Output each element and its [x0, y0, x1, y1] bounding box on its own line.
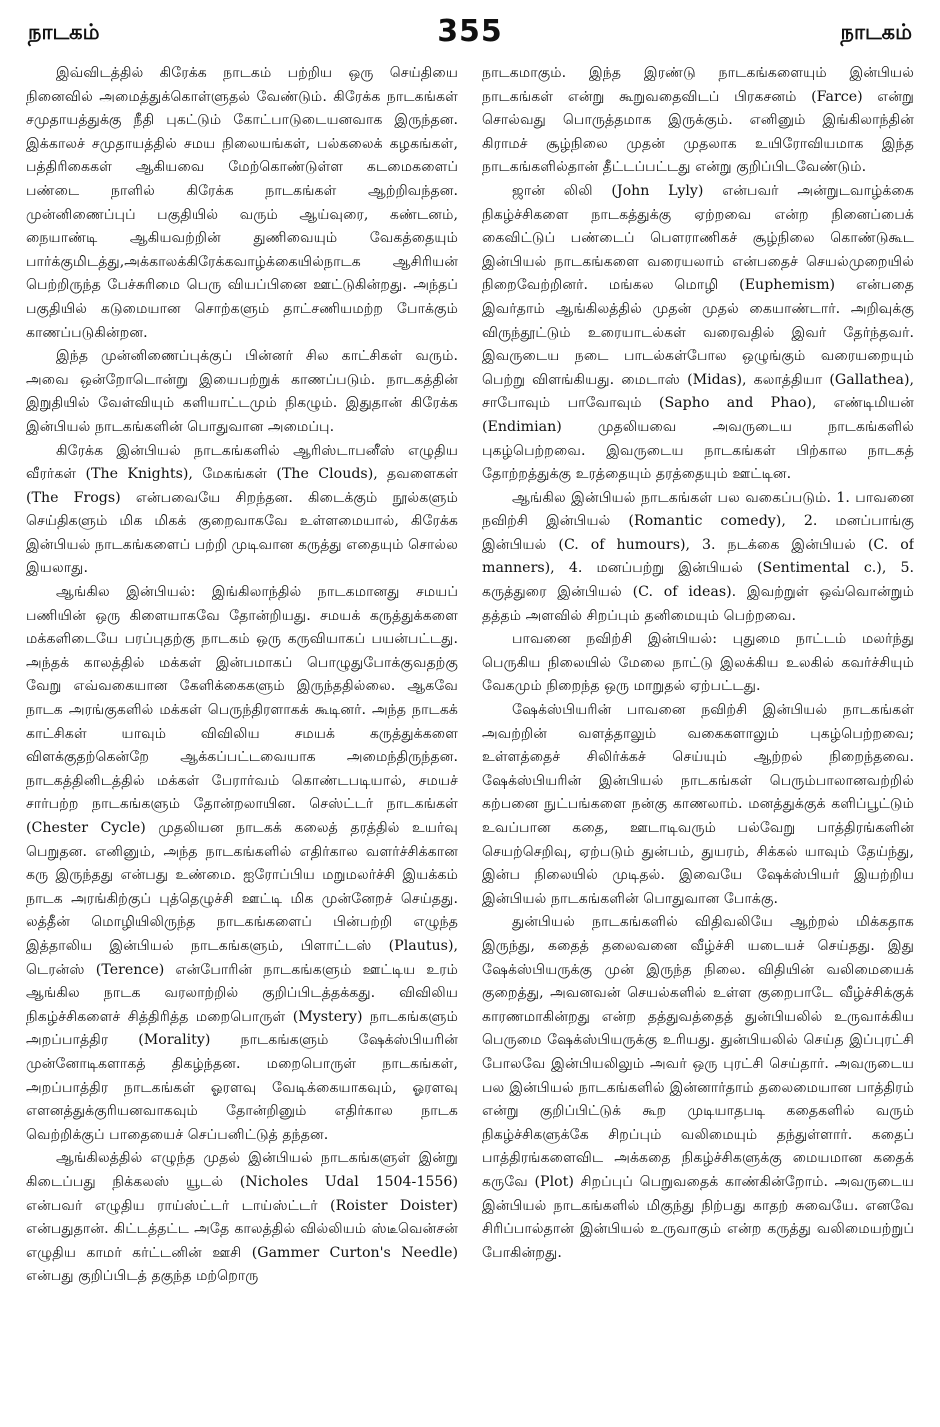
paragraph: ஜான் லிலி (John Lyly) என்பவர் அன்றுடவாழ்க்கை நிகழ்ச்சிகளை நாடகத்துக்கு ஏற்றவை என்ற நினைப்பைக் கைவிட்டுப் பண்டைப் பௌராணிகச் சூழ்நிலை கொண்டுகூட இன்பியல் நாடகங்களை வரையலாம் என்பதைச் செயல்முறையில் நிறைவேற்றினர். மங்கல மொழி (Euphemism) என்பதை இவர்தாம் ஆங்கிலத்தில் முதன் முதல் கையாண்டார். அறிவுக்கு விருந்தூட்டும் உரையாடல்கள் வரைவதில் இவர் தேர்ந்தவர். இவருடைய நடை பாடல்கள்போல ஒழுங்கும் வரையறையும் பெற்று விளங்கியது. மைடாஸ் (Midas), கலாத்தியா (Gallathea), சாபோவும் பாவோவும் (Sapho and Phao), எண்டிமியன் (Endimian) முதலியவை அவருடைய நாடகங்களில் புகழ்பெற்றவை. இவருடைய நாடகங்கள் பிற்கால நாடகத் தோற்றத்துக்கு உரத்தையும் தரத்தையும் ஊட்டின. [482, 182, 914, 483]
left-column [26, 62, 458, 1362]
paragraph: ஷேக்ஸ்பியரின் பாவனை நவிற்சி இன்பியல் நாடகங்கள் அவற்றின் வளத்தாலும் வகைகளாலும் புகழ்பெற்றவை; உள்ளத்தைச் சிலிர்க்கச் செய்யும் ஆற்றல் நிறைந்தவை. ஷேக்ஸ்பியரின் இன்பியல் நாடகங்கள் பெரும்பாலானவற்றில் கற்பனை நுட்பங்களை நன்கு காணலாம். மனத்துக்குக் களிப்பூட்டும் உவப்பான கதை, ஊடாடிவரும் பல்வேறு பாத்திரங்களின் செயற்செறிவு, ஏற்படும் துன்பம், துயரம், சிக்கல் யாவும் தேய்ந்து, இன்ப நிலையில் முடிதல். இவையே ஷேக்ஸ்பியர் இயற்றிய இன்பியல் நாடகங்களின் பொதுவான போக்கு. [482, 702, 914, 907]
paragraph: கிரேக்க இன்பியல் நாடகங்களில் ஆரிஸ்டாபனீஸ் எழுதிய வீரர்கள் (The Knights), மேகங்கள் (The Clouds), தவளைகள் (The Frogs) என்பவையே சிறந்தன. கிடைக்கும் நூல்களும் செய்திகளும் மிக மிகக் குறைவாகவே உள்ளமையால், கிரேக்க இன்பியல் நாடகங்களைப் பற்றி முடிவான கருத்து எதையும் சொல்ல இயலாது. [26, 442, 458, 577]
paragraph-continued: நாடகமாகும். இந்த இரண்டு நாடகங்களையும் இன்பியல் நாடகங்கள் என்று கூறுவதைவிடப் பிரகசனம் (Farce) என்று சொல்வது பொருத்தமாக இருக்கும். எனினும் இங்கிலாந்தின் கிராமச் சூழ்நிலை முதன் முதலாக உயிரோவியமாக இந்த நாடகங்களில்தான் தீட்டப்பட்டது என்று குறிப்பிடவேண்டும். [482, 65, 914, 176]
paragraph: துன்பியல் நாடகங்களில் விதிவலியே ஆற்றல் மிக்கதாக இருந்து, கதைத் தலைவனை வீழ்ச்சி யடையச் செய்தது. இது ஷேக்ஸ்பியருக்கு முன் இருந்த நிலை. விதியின் வலிமையைக் குறைத்து, அவனவன் செயல்களில் உள்ள குறைபாடே வீழ்ச்சிக்குக் காரணமாகின்றது என்ற தத்துவத்தைத் துன்பியலில் உருவாக்கிய பெருமை ஷேக்ஸ்பியருக்கு உரியது. துன்பியலில் செய்த இப்புரட்சி போலவே இன்பியலிலும் அவர் ஒரு புரட்சி செய்தார். அவருடைய பல இன்பியல் நாடகங்களில் இன்னார்தாம் தலைமையான பாத்திரம் என்று குறிப்பிட்டுக் கூற முடியாதபடி கதைகளில் வரும் நிகழ்ச்சிகளுக்கே சிறப்பும் வலிமையும் தந்துள்ளார். கதைப் பாத்திரங்களைவிட அக்கதை நிகழ்ச்சிகளுக்கு மையமான கதைக் கருவே (Plot) சிறப்புப் பெறுவதைக் காண்கின்றோம். அவருடைய இன்பியல் நாடகங்களில் மிகுந்து நிற்பது காதற் சுவையே. எனவே சிரிப்பால்தான் இன்பியல் உருவாகும் என்ற கருத்து வலிமையற்றுப் போகின்றது. [482, 914, 914, 1261]
paragraph: இவ்விடத்தில் கிரேக்க நாடகம் பற்றிய ஒரு செய்தியை நினைவில் அமைத்துக்கொள்ளுதல் வேண்டும். கிரேக்க நாடகங்கள் சமுதாயத்துக்கு நீதி புகட்டும் கோட்பாடுடையனவாக இருந்தன. இக்காலச் சமுதாயத்தில் சமய நிலையங்கள், பல்கலைக் கழகங்கள், பத்திரிகைகள் ஆகியவை மேற்கொண்டுள்ள கடமைகளைப் பண்டை நாளில் கிரேக்க நாடகங்கள் ஆற்றிவந்தன. முன்னிணைப்புப் பகுதியில் வரும் ஆய்வுரை, கண்டனம், நையாண்டி ஆகியவற்றின் துணிவையும் வேகத்தையும் பார்க்குமிடத்து,அக்காலக்கிரேக்கவாழ்க்கையில்நாடக ஆசிரியன் பெற்றிருந்த பேச்சுரிமை பெரு வியப்பினை ஊட்டுகின்றது. அந்தப் பகுதியில் கடுமையான சொற்களும் தாட்சணியமற்ற போக்கும் காணப்படுகின்றன. [26, 65, 458, 341]
paragraph: ஆங்கில இன்பியல் நாடகங்கள் பல வகைப்படும். 1. பாவனை நவிற்சி இன்பியல் (Romantic comedy), 2. மனப்பாங்கு இன்பியல் (C. of humours), 3. நடக்கை இன்பியல் (C. of manners), 4. மனப்பற்று இன்பியல் (Sentimental c.), 5. கருத்துரை இன்பியல் (C. of ideas). இவற்றுள் ஒவ்வொன்றும் தத்தம் அளவில் சிறப்பும் தனிமையும் பெற்றவை. [482, 489, 914, 624]
running-head-left: நாடகம் [28, 20, 100, 44]
paragraph: பாவனை நவிற்சி இன்பியல்: புதுமை நாட்டம் மலர்ந்து பெருகிய நிலையில் மேலை நாட்டு இலக்கிய உலகில் கவர்ச்சியும் வேகமும் நிறைந்த ஒரு மாறுதல் ஏற்பட்டது. [482, 631, 914, 695]
paragraph: இந்த முன்னிணைப்புக்குப் பின்னர் சில காட்சிகள் வரும். அவை ஒன்றோடொன்று இயைபற்றுக் காணப்படும். நாடகத்தின் இறுதியில் வேள்வியும் களியாட்டமும் நிகழும். இதுதான் கிரேக்க இன்பியல் நாடகங்களின் பொதுவான அமைப்பு. [26, 348, 458, 435]
page-header [22, 14, 918, 52]
right-column [482, 62, 914, 1362]
paragraph: ஆங்கில இன்பியல்: இங்கிலாந்தில் நாடகமானது சமயப் பணியின் ஒரு கிளையாகவே தோன்றியது. சமயக் கருத்துக்களை மக்களிடையே பரப்புதற்கு நாடகம் ஒரு கருவியாகப் பயன்பட்டது. அந்தக் காலத்தில் மக்கள் இன்பமாகப் பொழுதுபோக்குவதற்கு வேறு எவ்வகையான கேளிக்கைகளும் இருந்ததில்லை. ஆகவே நாடக அரங்குகளில் மக்கள் பெருந்திரளாகக் கூடினர். அந்த நாடகக் காட்சிகள் யாவும் விவிலிய சமயக் கருத்துக்களை விளக்குதற்கென்றே ஆக்கப்பட்டவையாக அமைந்திருந்தன. நாடகத்தினிடத்தில் மக்கள் பேரார்வம் கொண்டபடியால், சமயச் சார்பற்ற நாடகங்களும் தோன்றலாயின. செஸ்ட்டர் நாடகங்கள் (Chester Cycle) முதலியன நாடகக் கலைத் தரத்தில் உயர்வு பெறுதன. எனினும், அந்த நாடகங்களில் எதிர்கால வளர்ச்சிக்கான கரு இருந்தது என்பது உண்மை. ஐரோப்பிய மறுமலர்ச்சி இயக்கம் நாடக அரங்கிற்குப் புத்தெழுச்சி ஊட்டி மிக முன்னேறச் செய்தது. லத்தீன் மொழியிலிருந்த நாடகங்களைப் பின்பற்றி எழுந்த இத்தாலிய இன்பியல் நாடகங்களும், பிளாட்டஸ் (Plautus), டெரன்ஸ் (Terence) என்போரின் நாடகங்களும் ஊட்டிய உரம் ஆங்கில நாடக வரலாற்றில் குறிப்பிடத்தக்கது. விவிலிய நிகழ்ச்சிகளைச் சித்திரித்த மறைபொருள் (Mystery) நாடகங்களும் அறப்பாத்திர (Morality) நாடகங்களும் ஷேக்ஸ்பியரின் முன்னோடிகளாகத் திகழ்ந்தன. மறைபொருள் நாடகங்கள், அறப்பாத்திர நாடகங்கள் ஓரளவு வேடிக்கையாகவும், ஓரளவு எளனத்துக்குரியனவாகவும் தோன்றினும் எதிர்கால நாடக வெற்றிக்குப் பாதையைச் செப்பனிட்டுத் தந்தன. [26, 584, 458, 1143]
page-number: 355 [437, 14, 503, 49]
paragraph: ஆங்கிலத்தில் எழுந்த முதல் இன்பியல் நாடகங்களுள் இன்று கிடைப்பது நிக்கலஸ் யூடல் (Nicholes Udal 1504-1556) என்பவர் எழுதிய ராய்ஸ்ட்டர் டாய்ஸ்ட்டர் (Roister Doister) என்பதுதான். கிட்டத்தட்ட அதே காலத்தில் வில்லியம் ஸ்டீவென்சன் எழுதிய காமர் கர்ட்டனின் ஊசி (Gammer Curton's Needle) என்பது குறிப்பிடத் தகுந்த மற்றொரு [26, 1150, 458, 1285]
text-columns [26, 62, 914, 1362]
running-head-right: நாடகம் [840, 20, 912, 44]
